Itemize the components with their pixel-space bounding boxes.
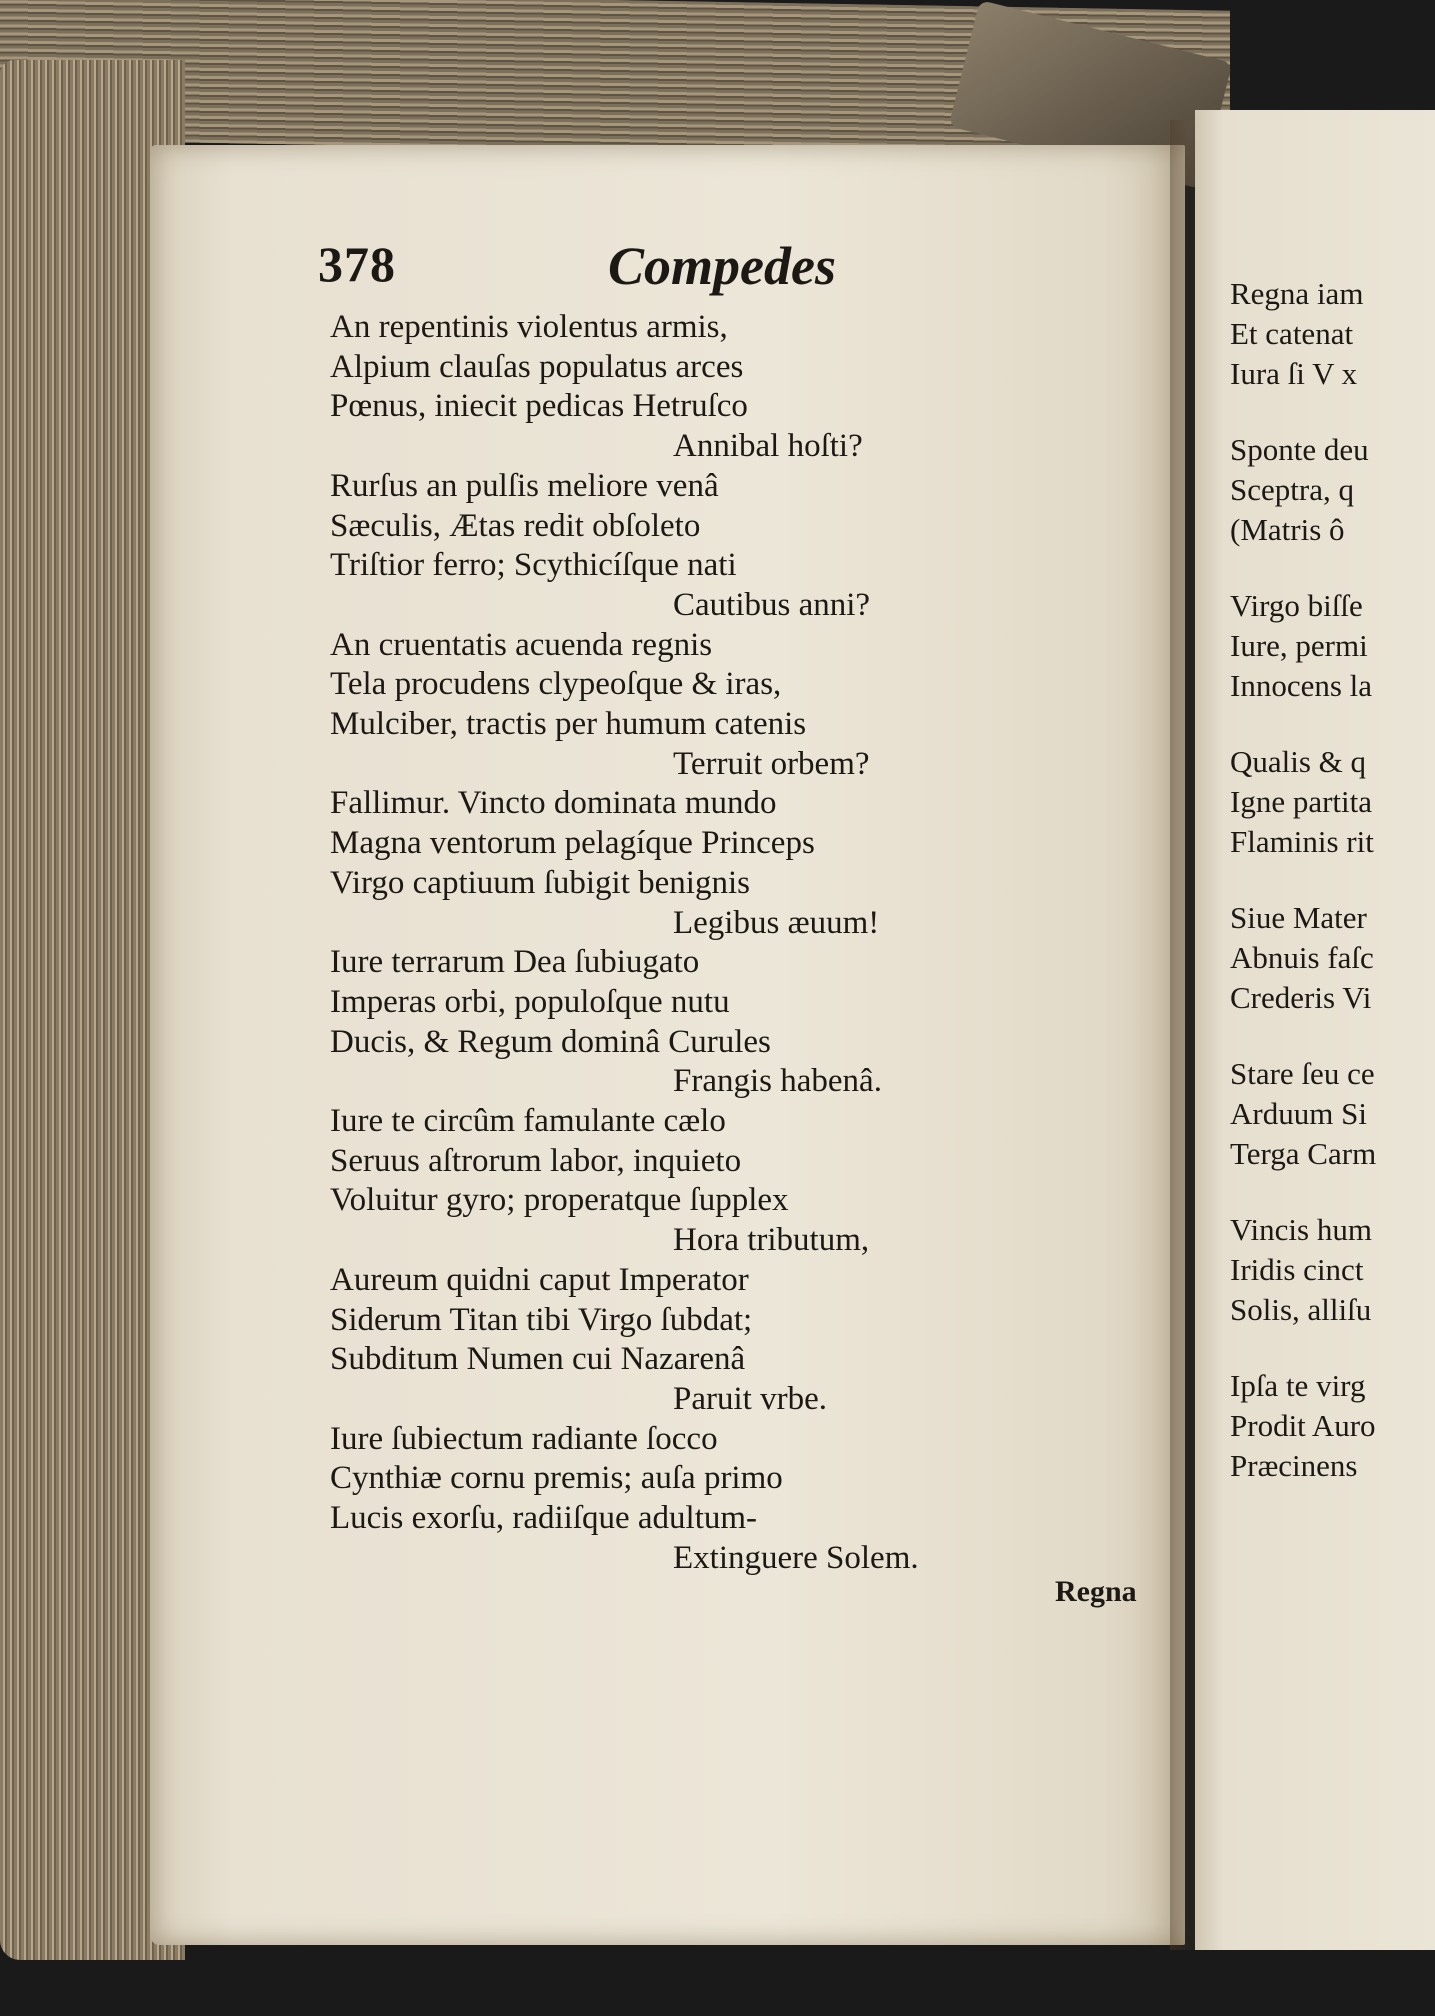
verse-line: Lucis exorſu, radiiſque adultum- [330,1500,758,1536]
facing-verse-line: Præcinens [1230,1448,1358,1483]
verse-line: Terruit orbem? [673,745,870,782]
facing-verse-line: Siue Mater [1230,900,1367,935]
verse-line: Voluitur gyro; properatque ſupplex [330,1182,789,1219]
verse-line: Iure ſubiectum radiante ſocco [330,1420,718,1457]
catchword: Regna [1055,1575,1137,1608]
verse-line: Subditum Numen cui Nazarenâ [330,1341,746,1378]
verse-line: Sæculis, Ætas redit obſoleto [330,507,701,544]
facing-verse-line: Flaminis rit [1230,824,1374,859]
verse-line: Triſtior ferro; Scythicíſque nati [330,547,737,584]
facing-verse-line: Vincis hum [1230,1212,1372,1247]
facing-verse-line: Terga Carm [1230,1136,1377,1171]
verse-line: Extinguere Solem. [673,1539,919,1576]
verse-line: Pœnus, iniecit pedicas Hetruſco [330,388,748,425]
verse-line: Legibus æuum! [673,904,880,941]
verse-line: Virgo captiuum ſubigit benignis [330,864,750,901]
facing-verse-line: Prodit Auro [1230,1408,1376,1443]
verse-line: Seruus aſtrorum labor, inquieto [330,1142,742,1179]
verse-line: Frangis habenâ. [673,1063,882,1100]
verse-line: An cruentatis acuenda regnis [330,626,713,663]
verse-line: Alpium clauſas populatus arces [330,348,744,385]
verse-line: Fallimur. Vincto dominata mundo [330,785,777,822]
facing-verse-line: Arduum Si [1230,1096,1367,1131]
verse-line: Iure te circûm famulante cælo [330,1103,726,1139]
facing-verse-line: Iure, permi [1230,628,1368,663]
verse-line: Hora tributum, [673,1222,870,1259]
verse-line: An repentinis violentus armis, [330,309,728,345]
facing-verse-line: Et catenat [1230,316,1354,351]
facing-verse-line: (Matris ô [1230,512,1345,547]
facing-verse-line: Solis, alliſu [1230,1292,1372,1327]
running-head: Compedes [608,236,836,296]
verse-line: Siderum Titan tibi Virgo ſubdat; [330,1301,753,1338]
verse-line: Magna ventorum pelagíque Princeps [330,825,815,862]
verse-line: Aureum quidni caput Imperator [330,1261,749,1298]
verse-line: Cynthiæ cornu premis; auſa primo [330,1460,783,1497]
facing-verse-line: Virgo biſſe [1230,588,1363,623]
verse-line: Iure terrarum Dea ſubiugato [330,944,700,981]
facing-page-text [1205,276,1416,1600]
facing-verse-line: Innocens la [1230,668,1373,703]
verse-line: Tela procudens clypeoſque & iras, [330,666,782,703]
facing-verse-line: Regna iam [1230,276,1364,311]
facing-verse-line: Abnuis faſc [1230,940,1374,975]
verse-line: Cautibus anni? [673,586,871,623]
facing-verse-line: Qualis & q [1230,744,1367,779]
verse-line: Imperas orbi, populoſque nutu [330,983,730,1020]
facing-verse-line: Ipſa te virg [1230,1368,1366,1403]
verse-line: Mulciber, tractis per humum catenis [330,706,807,742]
page-header [318,235,838,305]
facing-verse-line: Crederis Vi [1230,980,1372,1015]
facing-verse-line: Iridis cinct [1230,1252,1364,1287]
verse-line: Ducis, & Regum dominâ Curules [330,1023,771,1060]
verse-line: Paruit vrbe. [673,1380,827,1417]
facing-verse-line: Stare ſeu ce [1230,1056,1375,1091]
facing-verse-line: Igne partita [1230,784,1373,819]
facing-verse-line: Sceptra, q [1230,472,1354,507]
page-number: 378 [318,236,396,292]
verse-line: Annibal hoſti? [673,428,863,465]
facing-verse-line: Sponte deu [1230,432,1369,467]
facing-verse-line: Iura ſi V x [1230,356,1358,391]
verse-line: Rurſus an pulſis meliore venâ [330,467,719,504]
